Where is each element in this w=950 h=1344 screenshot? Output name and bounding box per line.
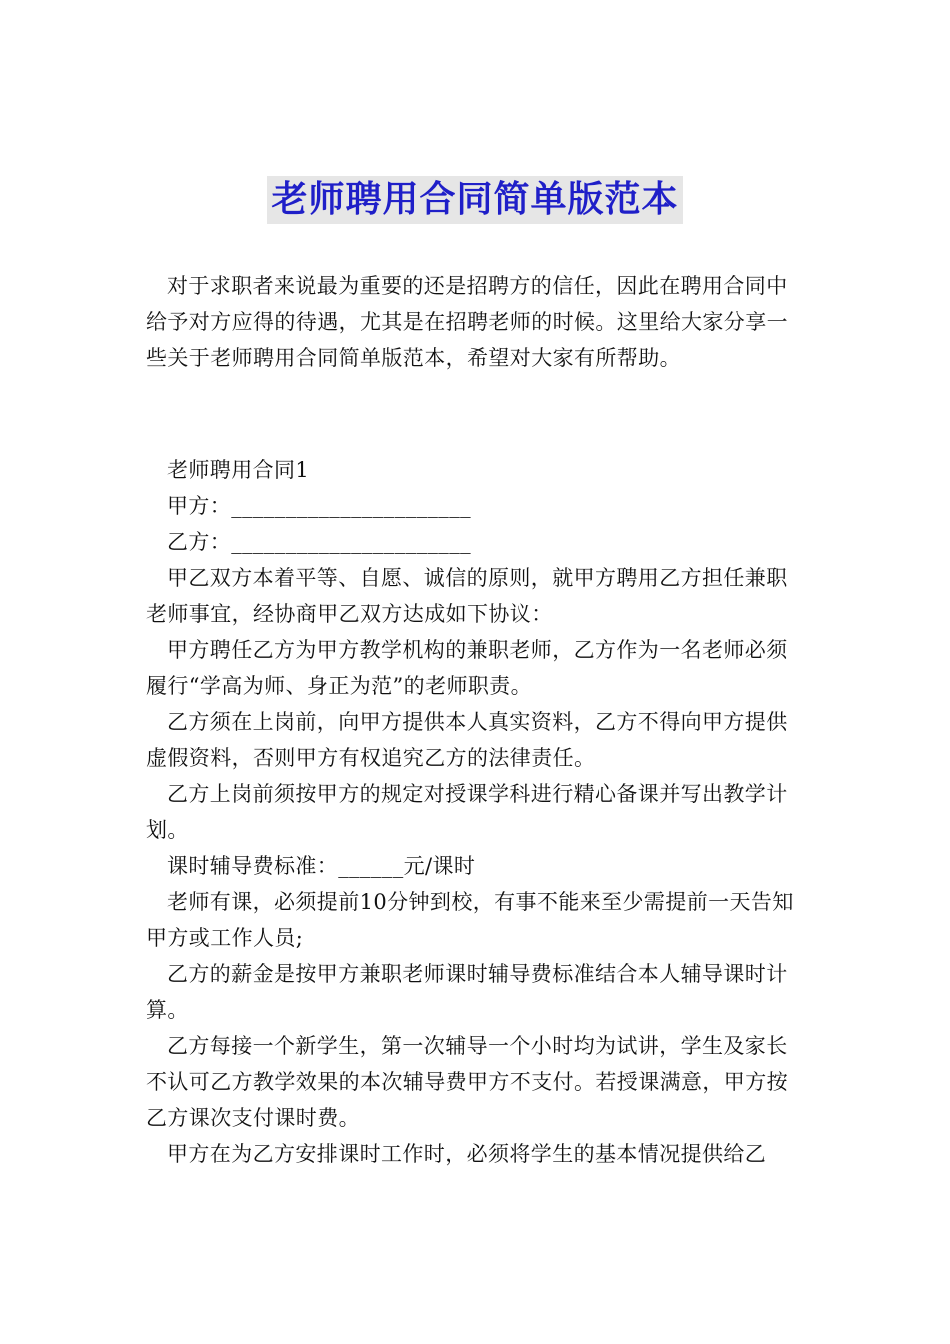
intro-text: 对于求职者来说最为重要的还是招聘方的信任，因此在聘用合同中给予对方应得的待遇，尤其是在招聘老师的时候。这里给大家分享一些关于老师聘用合同简单版范本，希望对大家有所帮助。 bbox=[146, 274, 788, 370]
document-title: 老师聘用合同简单版范本 bbox=[267, 176, 682, 224]
contract-paragraph: 乙方上岗前须按甲方的规定对授课学科进行精心备课并写出教学计划。 bbox=[146, 782, 788, 842]
contract-paragraph: 乙方的薪金是按甲方兼职老师课时辅导费标准结合本人辅导课时计算。 bbox=[146, 962, 788, 1022]
title-container bbox=[0, 176, 950, 224]
contract-paragraph: 甲方聘任乙方为甲方教学机构的兼职老师，乙方作为一名老师必须履行“学高为师、身正为范”的老师职责。 bbox=[146, 638, 788, 698]
contract-paragraph: 甲乙双方本着平等、自愿、诚信的原则，就甲方聘用乙方担任兼职老师事宜，经协商甲乙双方达成如下协议： bbox=[146, 566, 788, 626]
fee-standard-line: 课时辅导费标准：______元/课时 bbox=[167, 854, 476, 878]
party-a-line: 甲方：______________________ bbox=[167, 494, 471, 518]
contract-paragraph: 甲方在为乙方安排课时工作时，必须将学生的基本情况提供给乙 bbox=[167, 1142, 767, 1166]
contract-heading: 老师聘用合同1 bbox=[167, 458, 310, 482]
contract-section bbox=[146, 452, 808, 1172]
contract-paragraph: 乙方须在上岗前，向甲方提供本人真实资料，乙方不得向甲方提供虚假资料，否则甲方有权追究乙方的法律责任。 bbox=[146, 710, 788, 770]
contract-paragraph: 老师有课，必须提前10分钟到校，有事不能来至少需提前一天告知甲方或工作人员; bbox=[146, 890, 794, 950]
intro-paragraph bbox=[146, 268, 808, 376]
contract-paragraph: 乙方每接一个新学生，第一次辅导一个小时均为试讲，学生及家长不认可乙方教学效果的本次辅导费甲方不支付。若授课满意，甲方按乙方课次支付课时费。 bbox=[146, 1034, 788, 1130]
party-b-line: 乙方：______________________ bbox=[167, 530, 471, 554]
